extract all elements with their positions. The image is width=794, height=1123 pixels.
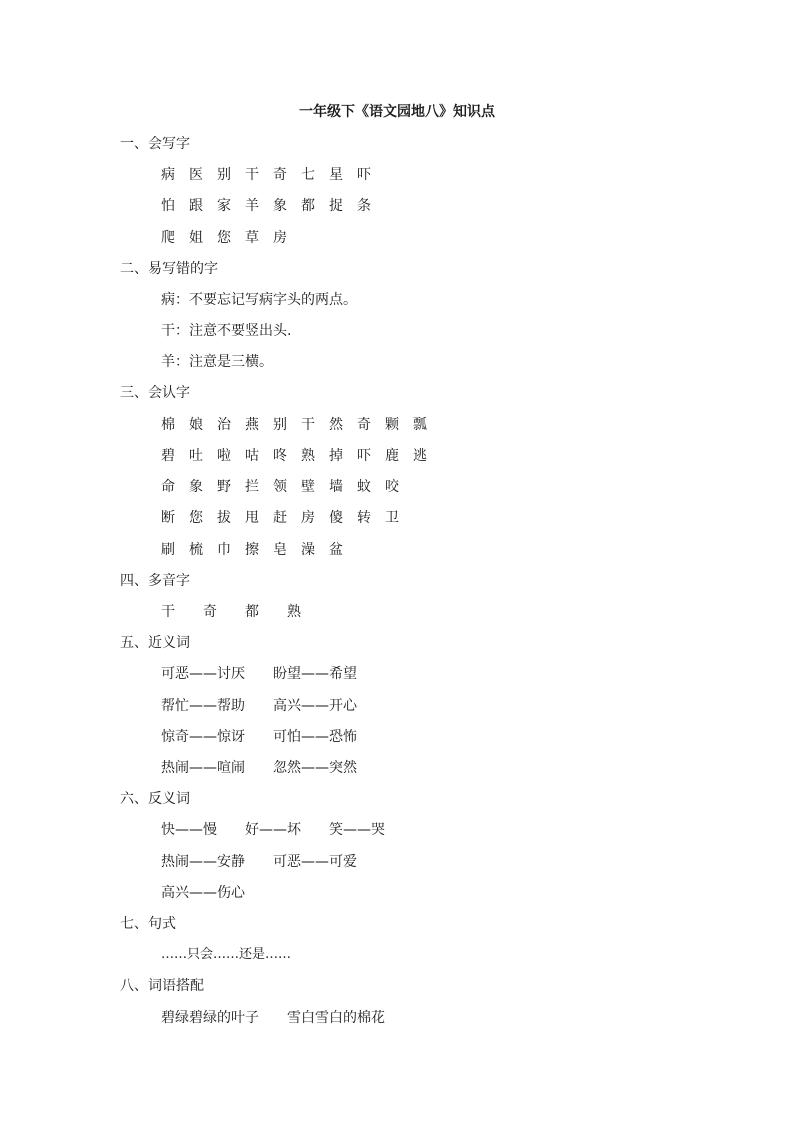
char: 咚 [273, 448, 287, 464]
char: 都 [301, 198, 315, 214]
char: 拦 [245, 479, 259, 495]
char: 颗 [385, 417, 399, 433]
char: 擦 [245, 542, 259, 558]
word-pair: 惊奇——惊讶 [161, 729, 245, 745]
page-title: 一年级下《语文园地八》知识点 [299, 104, 495, 120]
antonym-row [161, 819, 385, 841]
recognize-row-1 [161, 414, 441, 436]
word-pair: 可恶——可爱 [273, 854, 357, 870]
char: 刷 [161, 542, 175, 558]
recognize-row-3 [161, 476, 413, 498]
char: 病 [161, 167, 175, 183]
word-pair: 可恶——讨厌 [161, 666, 245, 682]
char: 吓 [357, 167, 371, 183]
char: 瓢 [413, 417, 427, 433]
heading-antonyms: 六、反义词 [120, 791, 190, 807]
word-pair: 高兴——伤心 [161, 885, 245, 901]
collocation-row [161, 1007, 385, 1029]
word-pair: 热闹——喧闹 [161, 760, 245, 776]
char: 盆 [329, 542, 343, 558]
heading-write: 一、会写字 [120, 136, 190, 152]
char: 墙 [329, 479, 343, 495]
recognize-row-2 [161, 445, 441, 467]
char: 都 [245, 604, 259, 620]
antonym-row [161, 851, 357, 873]
polyphone-row [161, 601, 329, 623]
char: 治 [217, 417, 231, 433]
char: 巾 [217, 542, 231, 558]
char: 医 [189, 167, 203, 183]
char: 娘 [189, 417, 203, 433]
char: 转 [357, 510, 371, 526]
char: 草 [245, 230, 259, 246]
word-pair: 好——坏 [245, 822, 301, 838]
char: 逃 [413, 448, 427, 464]
char: 别 [273, 417, 287, 433]
char: 断 [161, 510, 175, 526]
recognize-row-5 [161, 539, 357, 561]
char: 奇 [203, 604, 217, 620]
char: 咕 [245, 448, 259, 464]
char: 燕 [245, 417, 259, 433]
write-row-3 [161, 227, 301, 249]
heading-errors: 二、易写错的字 [120, 261, 218, 277]
char: 甩 [245, 510, 259, 526]
word-pair: 帮忙——帮助 [161, 698, 245, 714]
word-pair: 忽然——突然 [273, 760, 357, 776]
char: 蚊 [357, 479, 371, 495]
char: 熟 [287, 604, 301, 620]
char: 拔 [217, 510, 231, 526]
word-pair: 快——慢 [161, 822, 217, 838]
char: 奇 [357, 417, 371, 433]
char: 皂 [273, 542, 287, 558]
char: 您 [189, 510, 203, 526]
heading-recognize: 三、会认字 [120, 385, 190, 401]
heading-pattern: 七、句式 [120, 916, 176, 932]
char: 掉 [329, 448, 343, 464]
word-pair: 可怕——恐怖 [273, 729, 357, 745]
char: 奇 [273, 167, 287, 183]
heading-synonyms: 五、近义词 [120, 635, 190, 651]
char: 棉 [161, 417, 175, 433]
antonym-row [161, 882, 245, 904]
char: 捉 [329, 198, 343, 214]
collocation-item: 碧绿碧绿的叶子 [161, 1010, 259, 1026]
synonym-row [161, 726, 357, 748]
char: 熟 [301, 448, 315, 464]
word-pair: 笑——哭 [329, 822, 385, 838]
char: 姐 [189, 230, 203, 246]
heading-polyphone: 四、多音字 [120, 573, 190, 589]
char: 鹿 [385, 448, 399, 464]
char: 别 [217, 167, 231, 183]
write-row-1 [161, 164, 385, 186]
char: 傻 [329, 510, 343, 526]
char: 干 [301, 417, 315, 433]
char: 象 [189, 479, 203, 495]
char: 象 [273, 198, 287, 214]
char: 条 [357, 198, 371, 214]
char: 星 [329, 167, 343, 183]
char: 房 [273, 230, 287, 246]
heading-collocation: 八、词语搭配 [120, 978, 204, 994]
char: 野 [217, 479, 231, 495]
char: 澡 [301, 542, 315, 558]
char: 咬 [385, 479, 399, 495]
char: 赶 [273, 510, 287, 526]
collocation-item: 雪白雪白的棉花 [287, 1010, 385, 1026]
word-pair: 热闹——安静 [161, 854, 245, 870]
char: 壁 [301, 479, 315, 495]
char: 干 [161, 604, 175, 620]
char: 您 [217, 230, 231, 246]
char: 然 [329, 417, 343, 433]
char: 吓 [357, 448, 371, 464]
synonym-row [161, 695, 357, 717]
char: 家 [217, 198, 231, 214]
recognize-row-4 [161, 507, 413, 529]
char: 卫 [385, 510, 399, 526]
char: 七 [301, 167, 315, 183]
char: 领 [273, 479, 287, 495]
synonym-row [161, 757, 357, 779]
char: 房 [301, 510, 315, 526]
char: 吐 [189, 448, 203, 464]
char: 羊 [245, 198, 259, 214]
char: 爬 [161, 230, 175, 246]
char: 梳 [189, 542, 203, 558]
write-row-2 [161, 195, 385, 217]
char: 命 [161, 479, 175, 495]
sentence-pattern: ……只会……还是…… [161, 947, 292, 962]
char: 跟 [189, 198, 203, 214]
error-line: 羊：注意是三横。 [161, 354, 273, 370]
word-pair: 盼望——希望 [273, 666, 357, 682]
char: 碧 [161, 448, 175, 464]
synonym-row [161, 663, 357, 685]
word-pair: 高兴——开心 [273, 698, 357, 714]
error-line: 干：注意不要竖出头. [161, 323, 292, 339]
char: 干 [245, 167, 259, 183]
char: 怕 [161, 198, 175, 214]
error-line: 病：不要忘记写病字头的两点。 [161, 292, 357, 308]
char: 啦 [217, 448, 231, 464]
